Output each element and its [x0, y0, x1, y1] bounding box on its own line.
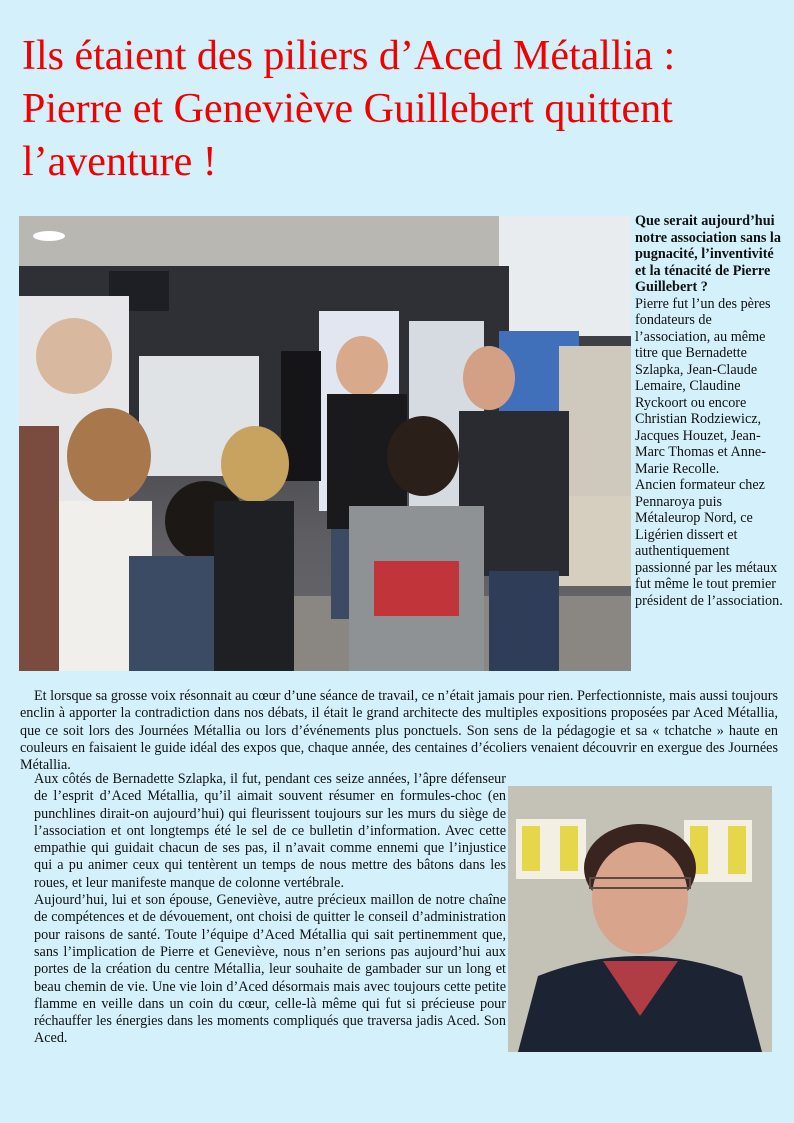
article-paragraph: Et lorsque sa grosse voix résonnait au cœur d’une séance de travail, ce n’était jamais pour rien. Perfectionniste, mais aussi toujours enclin à apporter la contradiction dans nos débats, il était le grand architecte des multiples expositions proposées par Aced Métallia, que ce soit lors des Journées Métallia ou lors d’événements plus ponctuels. Son sens de la pédagogie et sa « tchatche » haute en couleurs en faisaient le guide idéal des expos que, chaque année, des centaines d’écoliers venaient découvrir en exergue des Journées Métallia.: [20, 688, 778, 774]
article-body-left: [34, 771, 506, 1048]
sidebar-paragraph: Ancien formateur chez Pennaroya puis Métaleurop Nord, ce Ligérien dissert et authentiquement passionné par les métaux fut même le tout premier président de l’association.: [635, 477, 783, 609]
sidebar-column: [635, 213, 787, 609]
photo-portrait-genevieve: [508, 786, 772, 1052]
sidebar-lead: Que serait aujourd’hui notre association sans la pugnacité, l’inventivité et la ténacité de Pierre Guillebert ?: [635, 213, 781, 295]
sidebar-paragraph: Pierre fut l’un des pères fondateurs de l’association, au même titre que Bernadette Szlapka, Jean-Claude Lemaire, Claudine Ryckoort ou encore Christian Rodziewicz, Jacques Houzet, Jean-Marc Thomas et Anne-Marie Recolle.: [635, 295, 771, 477]
article-paragraph: Aujourd’hui, lui et son épouse, Geneviève, autre précieux maillon de notre chaîne de compétences et de dévouement, ont choisi de quitter le conseil d’administration pour raisons de santé. Toute l’équipe d’Aced Métallia qui sait pertinemment que, sans l’implication de Pierre et Geneviève, nous n’en serions pas aujourd’hui aux portes de la création du centre Métallia, leur souhaite de gambader sur un long et beau chemin de vie. Une vie loin d’Aced désormais mais avec toujours cette petite flamme en veille dans un coin du cœur, celle-là même qui fut si précieuse pour réchauffer les énergies dans les moments compliqués que traversa jadis Aced. Son Aced.: [34, 892, 506, 1047]
article-title: Ils étaient des piliers d’Aced Métallia : Pierre et Geneviève Guillebert quittent l’aventure !: [22, 33, 676, 185]
photo-exhibition-group: [19, 216, 631, 671]
article-paragraph: Aux côtés de Bernadette Szlapka, il fut, pendant ces seize années, l’âpre défenseur de l’esprit d’Aced Métallia, qu’il aimait souvent résumer en formules-choc (en punchlines dirait-on aujourd’hui) qui fleurissent toujours sur les murs du siège de l’association et ont longtemps été le sel de ce bulletin d’information. Avec cette empathie qui guidait chacun de ses pas, il n’avait comme ennemi que l’injustice qui a pu animer ceux qui tentèrent un temps de nous mettre des bâtons dans les roues, et leur manifeste manque de colonne vertébrale.: [34, 771, 506, 891]
